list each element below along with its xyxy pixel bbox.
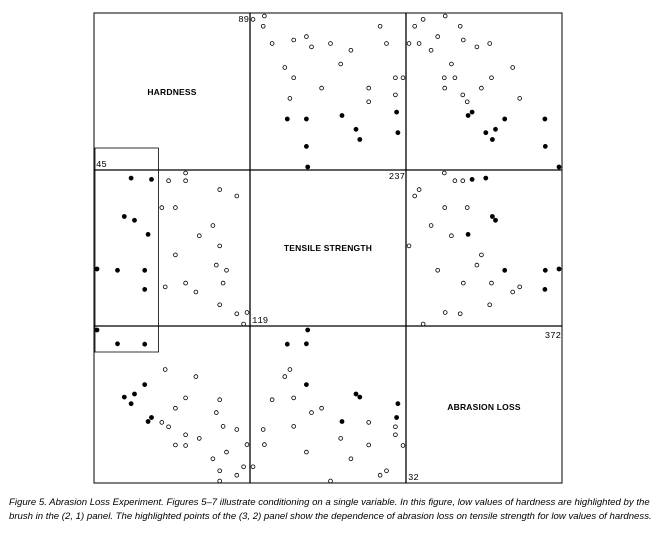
scatter-point-r1-c2-12 — [367, 86, 371, 90]
scatter-point-r3-c2-4 — [394, 425, 398, 429]
scatter-point-r2-c3-30 — [458, 312, 462, 316]
scatter-point-r3-c2-23 — [292, 425, 296, 429]
scatter-point-r3-c2-8 — [378, 473, 382, 477]
scatter-point-r1-c3-7 — [417, 42, 421, 46]
range-label-abrasion-min: 32 — [408, 473, 419, 483]
scatter-point-r2-c1-25 — [115, 268, 119, 272]
scatter-point-r1-c2-10 — [340, 113, 344, 117]
scatter-point-r1-c2-16 — [320, 86, 324, 90]
scatter-point-r3-c1-16 — [174, 406, 178, 410]
scatter-point-r3-c2-24 — [263, 443, 267, 447]
scatter-point-r1-c2-28 — [283, 66, 287, 70]
scatter-point-r3-c1-30 — [235, 428, 239, 432]
scatter-point-r3-c1-28 — [194, 375, 198, 379]
brush-layer — [95, 148, 158, 352]
scatter-point-r3-c2-18 — [305, 450, 309, 454]
figure-caption: Figure 5. Abrasion Loss Experiment. Figures 5–7 illustrate conditioning on a single variable. In this figure, low values of hardness are highlighted by the brush in the (2, 1) panel. The highlighted points of the (3, 2) panel show the dependence of abrasion loss on tensile strength for low values of hardness. — [9, 497, 652, 522]
scatter-point-r3-c2-10 — [340, 419, 344, 423]
scatter-point-r1-c3-30 — [458, 24, 462, 28]
scatter-point-r1-c3-17 — [450, 62, 454, 66]
scatter-point-r3-c1-8 — [235, 473, 239, 477]
scatter-point-r1-c2-14 — [329, 42, 333, 46]
scatter-point-r3-c1-26 — [143, 342, 147, 346]
scatter-point-r1-c3-28 — [511, 66, 515, 70]
scatter-point-r1-c3-20 — [503, 117, 507, 121]
variable-label-abrasion-loss: ABRASION LOSS — [447, 402, 521, 412]
label-layer — [96, 15, 561, 483]
scatter-point-r2-c1-4 — [167, 179, 171, 183]
scatter-point-r2-c3-25 — [543, 268, 547, 272]
scatter-point-r1-c3-14 — [407, 42, 411, 46]
scatter-point-r3-c2-2 — [396, 402, 400, 406]
scatter-point-r1-c3-3 — [470, 110, 474, 114]
scatter-point-r3-c2-14 — [329, 479, 333, 483]
scatter-point-r1-c3-1 — [557, 165, 561, 169]
scatter-point-r2-c1-28 — [194, 290, 198, 294]
scatter-point-r1-c2-23 — [292, 38, 296, 42]
scatter-point-r1-c2-24 — [263, 14, 267, 18]
scatter-point-r3-c1-14 — [218, 479, 222, 483]
scatter-point-r2-c1-7 — [218, 188, 222, 192]
scatter-point-r1-c2-19 — [251, 18, 255, 22]
scatter-point-r1-c2-1 — [306, 165, 310, 169]
scatter-point-r1-c3-19 — [421, 18, 425, 22]
variable-label-tensile-strength: TENSILE STRENGTH — [283, 243, 373, 253]
scatter-point-r1-c3-8 — [413, 24, 417, 28]
scatter-point-r2-c3-6 — [442, 171, 446, 175]
scatter-point-r3-c1-6 — [184, 444, 188, 448]
scatter-point-r2-c1-6 — [184, 171, 188, 175]
scatter-point-r3-c2-28 — [283, 375, 287, 379]
scatter-point-r3-c1-2 — [129, 402, 133, 406]
scatter-point-r2-c1-30 — [235, 312, 239, 316]
scatter-point-r1-c3-10 — [466, 113, 470, 117]
scatter-point-r1-c2-9 — [358, 137, 362, 141]
scatter-point-r2-c1-2 — [129, 176, 133, 180]
scatter-point-r2-c1-16 — [174, 253, 178, 257]
scatter-point-r3-c2-13 — [349, 457, 353, 461]
range-label-tensile-max: 237 — [388, 172, 405, 182]
scatter-point-r1-c3-27 — [518, 97, 522, 101]
scatter-point-r3-c2-6 — [401, 444, 405, 448]
range-label-abrasion-max: 372 — [544, 331, 561, 341]
scatter-point-r1-c2-18 — [305, 35, 309, 39]
scatter-point-r1-c3-16 — [480, 86, 484, 90]
scatter-point-r1-c2-2 — [396, 131, 400, 135]
scatter-point-r1-c3-21 — [490, 76, 494, 80]
scatter-point-r2-c1-3 — [149, 177, 153, 181]
scatter-point-r2-c3-7 — [417, 188, 421, 192]
scatter-point-r1-c2-11 — [367, 100, 371, 104]
scatter-point-r2-c1-18 — [225, 268, 229, 272]
scatter-point-r1-c2-4 — [394, 93, 398, 97]
scatter-point-r1-c3-23 — [461, 38, 465, 42]
scatter-point-r1-c3-13 — [429, 48, 433, 52]
scatter-point-r3-c2-7 — [385, 469, 389, 473]
scatter-point-r2-c3-22 — [475, 263, 479, 267]
scatter-point-r3-c1-7 — [218, 469, 222, 473]
scatter-point-r3-c1-20 — [143, 383, 147, 387]
scatter-point-r2-c1-29 — [218, 303, 222, 307]
scatter-point-r3-c2-20 — [304, 383, 308, 387]
scatter-point-r1-c3-5 — [453, 76, 457, 80]
scatter-point-r1-c2-8 — [378, 24, 382, 28]
scatter-point-r3-c2-15 — [354, 392, 358, 396]
scatter-point-r3-c2-1 — [306, 328, 310, 332]
scatter-point-r3-c1-21 — [184, 396, 188, 400]
scatter-point-r2-c3-10 — [466, 232, 470, 236]
scatter-point-r2-c1-23 — [221, 281, 225, 285]
scatter-point-r2-c3-4 — [461, 179, 465, 183]
scatter-point-r3-c1-25 — [115, 342, 119, 346]
scatter-point-r1-c3-15 — [493, 127, 497, 131]
scatter-point-r1-c3-29 — [488, 42, 492, 46]
scatter-point-r2-c3-21 — [490, 281, 494, 285]
scatter-point-r1-c2-5 — [394, 76, 398, 80]
scatter-point-r2-c3-8 — [413, 194, 417, 198]
scatter-point-r1-c3-24 — [443, 14, 447, 18]
scatter-point-r2-c1-1 — [95, 267, 99, 271]
scatter-point-r2-c3-20 — [503, 268, 507, 272]
scatter-point-r2-c3-15 — [493, 218, 497, 222]
scatter-point-r2-c1-22 — [214, 263, 218, 267]
scatter-point-r1-c3-25 — [543, 144, 547, 148]
scatter-point-r1-c3-26 — [543, 117, 547, 121]
scatter-point-r2-c1-13 — [211, 224, 215, 228]
scatter-point-r2-c3-1 — [557, 267, 561, 271]
scatter-point-r1-c2-20 — [304, 117, 308, 121]
range-label-tensile-min: 119 — [252, 316, 269, 326]
scatter-point-r3-c2-29 — [270, 398, 274, 402]
scatter-point-r2-c1-21 — [184, 281, 188, 285]
scatter-point-r2-c1-5 — [184, 179, 188, 183]
scatter-point-r2-c3-27 — [518, 285, 522, 289]
scatter-point-r2-c1-10 — [146, 232, 150, 236]
scatter-point-r1-c2-26 — [285, 117, 289, 121]
scatter-point-r2-c1-9 — [122, 214, 126, 218]
scatter-point-r3-c1-1 — [95, 328, 99, 332]
scatter-point-r1-c3-22 — [475, 45, 479, 49]
scatter-point-r2-c3-26 — [543, 287, 547, 291]
scatter-point-r3-c1-15 — [132, 392, 136, 396]
scatter-point-r3-c2-25 — [304, 342, 308, 346]
variable-label-hardness: HARDNESS — [147, 87, 197, 97]
scatter-point-r1-c2-21 — [292, 76, 296, 80]
scatter-point-r1-c3-6 — [442, 76, 446, 80]
scatter-point-r2-c1-8 — [235, 194, 239, 198]
scatter-point-r1-c3-12 — [443, 86, 447, 90]
scatter-point-r3-c2-27 — [288, 368, 292, 372]
scatter-point-r3-c2-12 — [367, 443, 371, 447]
scatter-point-r2-c3-23 — [461, 281, 465, 285]
scatter-point-r2-c1-15 — [132, 218, 136, 222]
scatter-point-r2-c1-27 — [163, 285, 167, 289]
scatter-point-r1-c2-15 — [354, 127, 358, 131]
range-label-hardness-min: 45 — [96, 160, 107, 170]
scatter-point-r2-c3-28 — [511, 290, 515, 294]
scatter-point-r3-c2-30 — [261, 428, 265, 432]
scatter-point-r3-c2-16 — [320, 406, 324, 410]
scatter-point-r1-c2-22 — [310, 45, 314, 49]
scatter-point-r3-c1-23 — [221, 425, 225, 429]
scatter-point-r3-c1-22 — [214, 411, 218, 415]
scatter-point-r3-c2-17 — [339, 437, 343, 441]
scatter-point-r3-c2-21 — [292, 396, 296, 400]
scatter-point-r3-c2-11 — [367, 421, 371, 425]
scatter-point-r2-c1-12 — [174, 206, 178, 210]
scatter-point-r2-c3-13 — [429, 224, 433, 228]
scatter-point-r1-c2-25 — [304, 144, 308, 148]
scatter-point-r3-c1-27 — [163, 368, 167, 372]
scatter-point-r3-c2-26 — [285, 342, 289, 346]
scatter-point-r2-c3-11 — [465, 206, 469, 210]
scatter-point-r1-c2-27 — [288, 97, 292, 101]
scatter-point-r1-c2-29 — [270, 42, 274, 46]
scatter-point-r2-c3-12 — [443, 206, 447, 210]
scatter-point-r1-c2-3 — [395, 110, 399, 114]
range-label-hardness-max: 89 — [238, 15, 249, 25]
scatter-point-r2-c3-24 — [443, 311, 447, 315]
scatter-point-r3-c2-5 — [394, 433, 398, 437]
scatter-point-r3-c1-18 — [225, 450, 229, 454]
scatter-point-r2-c3-29 — [488, 303, 492, 307]
scatter-point-r1-c2-17 — [339, 62, 343, 66]
scatter-point-r2-c3-18 — [436, 268, 440, 272]
scatter-point-r3-c1-9 — [122, 395, 126, 399]
scatter-point-r1-c2-6 — [401, 76, 405, 80]
scatter-point-r2-c3-5 — [453, 179, 457, 183]
scatter-point-r3-c2-22 — [310, 411, 314, 415]
scatter-point-r2-c3-14 — [407, 244, 411, 248]
scatter-point-r3-c1-29 — [218, 398, 222, 402]
scatter-point-r2-c1-17 — [197, 234, 201, 238]
scatter-point-r2-c1-14 — [218, 244, 222, 248]
scatter-point-r1-c3-18 — [436, 35, 440, 39]
scatter-point-r2-c3-2 — [484, 176, 488, 180]
scatter-point-r3-c1-19 — [242, 465, 246, 469]
scatter-point-r2-c3-3 — [470, 177, 474, 181]
scatter-point-r2-c3-17 — [450, 234, 454, 238]
scatter-point-r2-c1-24 — [245, 311, 249, 315]
scatter-point-r1-c2-30 — [261, 24, 265, 28]
scatter-point-r2-c1-11 — [160, 206, 164, 210]
scatter-point-r1-c3-11 — [465, 100, 469, 104]
scatter-point-r1-c3-4 — [461, 93, 465, 97]
scatter-point-r1-c3-9 — [490, 137, 494, 141]
brush-rectangle[interactable] — [95, 148, 158, 352]
scatter-point-r3-c2-19 — [251, 465, 255, 469]
scatter-point-r3-c1-13 — [211, 457, 215, 461]
scatter-point-r3-c1-11 — [160, 421, 164, 425]
scatter-point-r3-c1-17 — [197, 437, 201, 441]
scatter-point-r3-c1-5 — [184, 433, 188, 437]
scatter-point-r2-c1-26 — [143, 287, 147, 291]
scatter-point-r3-c1-10 — [146, 419, 150, 423]
scatter-point-r1-c2-13 — [349, 48, 353, 52]
scatter-point-r2-c1-20 — [143, 268, 147, 272]
scatter-point-r3-c2-9 — [358, 395, 362, 399]
scatter-point-r3-c1-12 — [174, 443, 178, 447]
scatter-point-r1-c2-7 — [385, 42, 389, 46]
scatter-point-r2-c3-19 — [421, 322, 425, 326]
scatter-point-r2-c3-9 — [490, 214, 494, 218]
scatter-point-r1-c3-2 — [484, 131, 488, 135]
scatter-point-r3-c1-24 — [245, 443, 249, 447]
scatter-point-r3-c1-4 — [167, 425, 171, 429]
scatter-point-r3-c1-3 — [149, 415, 153, 419]
scatter-point-r3-c2-3 — [395, 415, 399, 419]
scatter-point-r2-c1-19 — [242, 322, 246, 326]
scatter-point-r2-c3-16 — [480, 253, 484, 257]
